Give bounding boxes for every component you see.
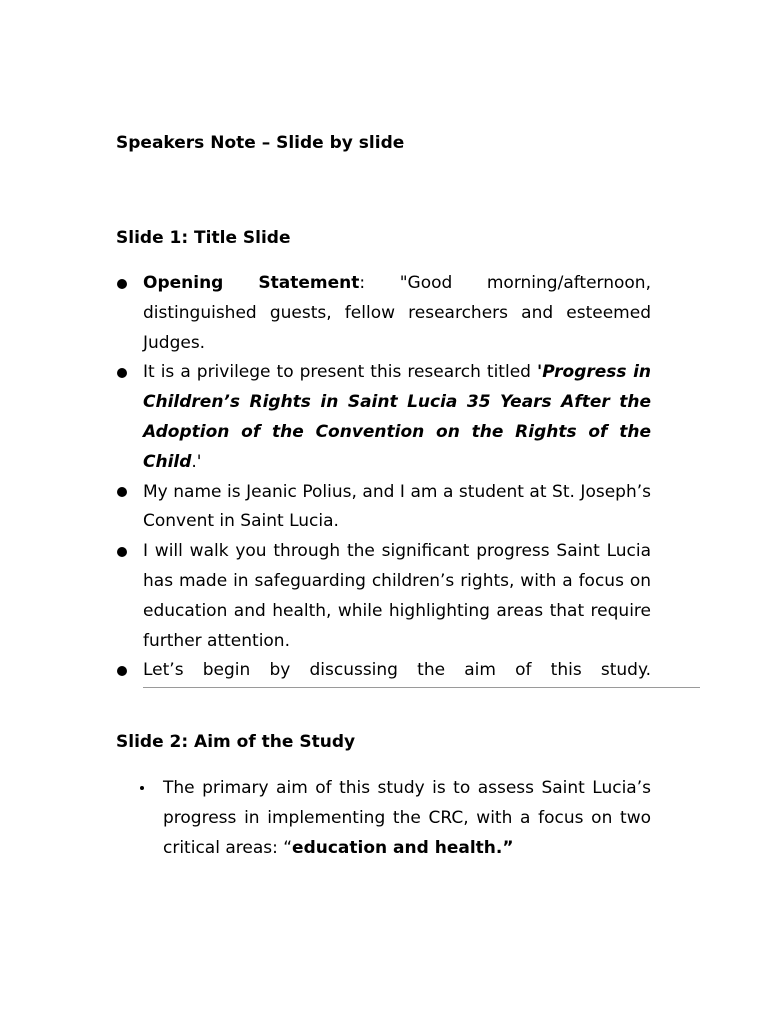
list-item [116, 358, 651, 477]
slide2-heading: Slide 2: Aim of the Study [116, 732, 356, 752]
opening-statement-label: Opening Statement [143, 273, 360, 293]
bullet-icon [117, 279, 127, 289]
horizontal-divider [143, 687, 700, 688]
slide2-bullet-list [136, 773, 651, 863]
list-item [116, 478, 651, 538]
research-title: Progress in Children’s Rights in Saint Lucia 35 Years After the Adoption of the Convention on the Rights of the Child [143, 362, 652, 472]
list-item-text: The primary aim of this study is to assess Saint Lucia’s progress in implementing the CRC, with a focus on two critical areas: “ [163, 778, 651, 858]
list-item-text: My name is Jeanic Polius, and I am a student at St. Joseph’s Convent in Saint Lucia. [143, 481, 651, 532]
bullet-icon [117, 487, 127, 497]
bullet-icon [117, 666, 127, 676]
list-item-text-end: .' [191, 451, 202, 472]
slide1-bullet-list [116, 269, 651, 686]
list-item [116, 269, 651, 358]
bullet-icon [117, 368, 127, 378]
list-item-text: : "Good morning/afternoon, distinguished guests, fellow researchers and esteemed Judges. [143, 273, 651, 353]
document-title: Speakers Note – Slide by slide [116, 133, 405, 153]
list-item [116, 537, 651, 656]
list-item-text: I will walk you through the significant progress Saint Lucia has made in safeguarding children’s rights, with a focus on education and health, while highlighting areas that require further attention. [143, 541, 651, 651]
quote-mark: ' [536, 362, 543, 383]
list-item-text: Let’s begin by discussing the aim of this study. [143, 660, 651, 681]
slide1-heading: Slide 1: Title Slide [116, 228, 291, 248]
list-item [116, 656, 651, 686]
list-item [136, 773, 651, 863]
list-item-text: It is a privilege to present this research titled [143, 362, 537, 383]
education-health-emphasis: education and health.” [292, 838, 514, 858]
bullet-icon [117, 547, 127, 557]
bullet-icon [140, 786, 144, 790]
